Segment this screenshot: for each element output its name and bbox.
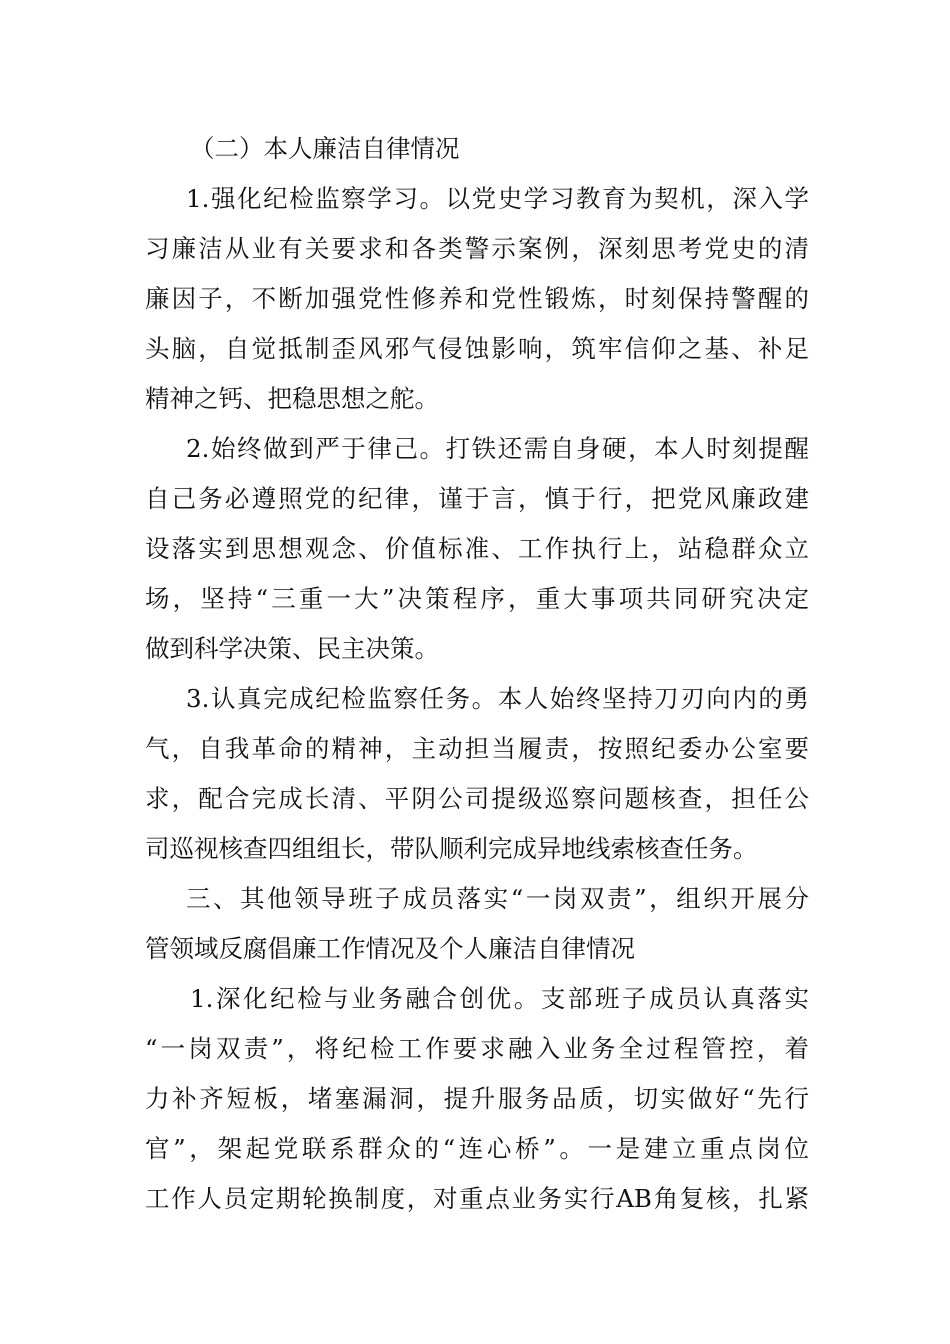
paragraph-line: 官”，架起党联系群众的“连心桥”。一是建立重点岗位 [145, 1134, 809, 1163]
paragraph-line: 头脑，自觉抵制歪风邪气侵蚀影响，筑牢信仰之基、补足 [145, 334, 809, 363]
paragraph-line: 精神之钙、把稳思想之舵。 [145, 384, 439, 413]
subsection-heading: （二）本人廉洁自律情况 [190, 134, 460, 163]
section-heading-line: 管领域反腐倡廉工作情况及个人廉洁自律情况 [145, 934, 635, 963]
paragraph-line: 自己务必遵照党的纪律，谨于言，慎于行，把党风廉政建 [145, 484, 809, 513]
paragraph-line: 力补齐短板，堵塞漏洞，提升服务品质，切实做好“先行 [145, 1084, 809, 1113]
paragraph-line: 1.强化纪检监察学习。以党史学习教育为契机，深入学 [186, 184, 809, 213]
paragraph-line: 司巡视核查四组组长，带队顺利完成异地线索核查任务。 [145, 834, 758, 863]
paragraph-line: “一岗双责”，将纪检工作要求融入业务全过程管控，着 [145, 1034, 809, 1063]
paragraph-line: 廉因子，不断加强党性修养和党性锻炼，时刻保持警醒的 [145, 284, 809, 313]
paragraph-line: 气，自我革命的精神，主动担当履责，按照纪委办公室要 [145, 734, 809, 763]
paragraph-line: 求，配合完成长清、平阴公司提级巡察问题核查，担任公 [145, 784, 809, 813]
paragraph-line: 2.始终做到严于律己。打铁还需自身硬，本人时刻提醒 [186, 434, 809, 463]
paragraph-line: 场，坚持“三重一大”决策程序，重大事项共同研究决定 [145, 584, 809, 613]
section-heading-line: 三、其他领导班子成员落实“一岗双责”，组织开展分 [186, 884, 809, 913]
paragraph-line: 设落实到思想观念、价值标准、工作执行上，站稳群众立 [145, 534, 809, 563]
paragraph-line: 做到科学决策、民主决策。 [145, 634, 439, 663]
paragraph-line: 1.深化纪检与业务融合创优。支部班子成员认真落实 [190, 984, 809, 1013]
paragraph-line: 3.认真完成纪检监察任务。本人始终坚持刀刃向内的勇 [186, 684, 809, 713]
paragraph-line: 工作人员定期轮换制度，对重点业务实行AB角复核，扎紧 [145, 1184, 809, 1213]
paragraph-line: 习廉洁从业有关要求和各类警示案例，深刻思考党史的清 [145, 234, 809, 263]
